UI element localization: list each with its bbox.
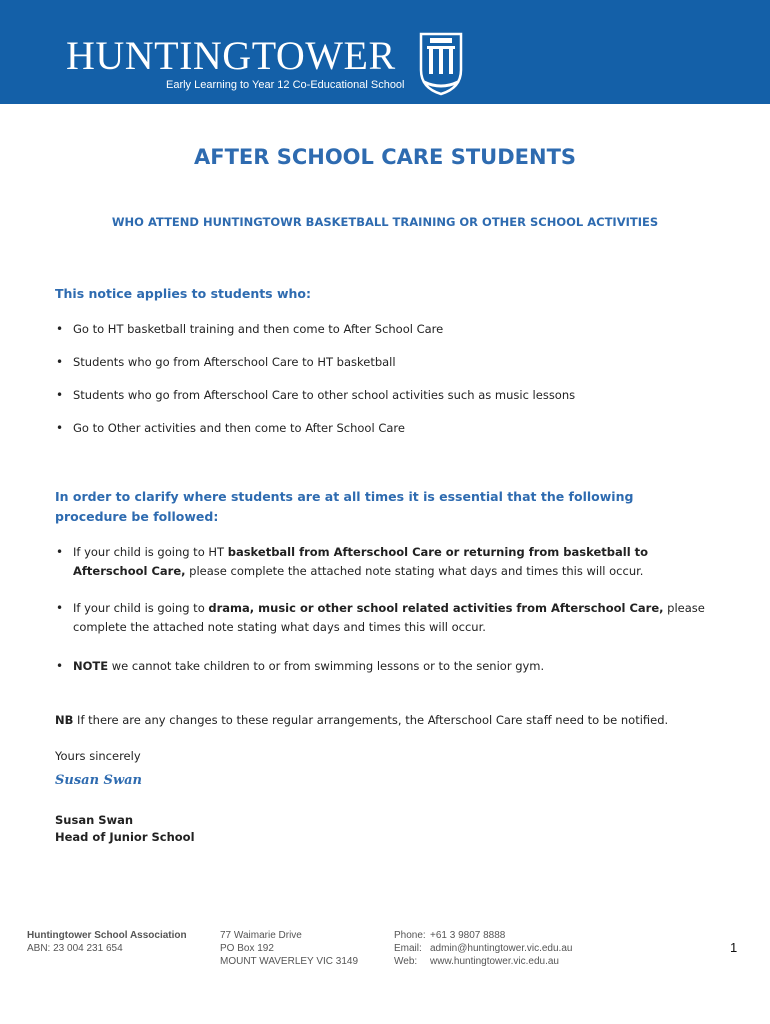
list-item: • Go to Other activities and then come to After School Care (55, 419, 720, 438)
footer-org-name: Huntingtower School Association (27, 930, 187, 941)
list-item (55, 657, 720, 676)
list-item: • Students who go from Afterschool Care to HT basketball (55, 353, 720, 372)
header-banner (0, 0, 770, 104)
list-item: • Go to HT basketball training and then come to After School Care (55, 320, 720, 339)
nb-paragraph (55, 711, 715, 729)
closing-text: Yours sincerely (55, 749, 141, 763)
school-tagline: Early Learning to Year 12 Co-Educational School (166, 79, 405, 91)
procedure-heading: In order to clarify where students are at all times it is essential that the following procedure be followed: (55, 489, 634, 524)
contact-value: +61 3 9807 8888 (430, 930, 506, 941)
address-line: MOUNT WAVERLEY VIC 3149 (220, 956, 359, 967)
applies-list (55, 320, 720, 438)
signer-name: Susan Swan (55, 813, 134, 827)
footer-address (220, 929, 358, 968)
procedure-list (55, 543, 720, 676)
list-item (55, 599, 720, 637)
contact-value: www.huntingtower.vic.edu.au (430, 956, 559, 967)
handwritten-signature: Susan Swan (55, 773, 143, 788)
nb-label: NB (55, 713, 74, 727)
contact-label: Phone: (394, 930, 426, 941)
item-bold-text: NOTE (73, 659, 109, 673)
footer-organisation (27, 929, 187, 955)
page-number: 1 (730, 940, 738, 955)
list-item: • Students who go from Afterschool Care to other school activities such as music lessons (55, 386, 720, 405)
page-title: AFTER SCHOOL CARE STUDENTS (193, 145, 577, 169)
applies-heading: This notice applies to students who: (55, 286, 312, 301)
address-line: 77 Waimarie Drive (220, 930, 302, 941)
contact-email (394, 942, 572, 955)
contact-label: Email: (394, 943, 422, 954)
list-item (55, 543, 720, 581)
school-name-logo: HUNTINGTOWER (66, 33, 396, 78)
item-text: If your child is going to HT (73, 545, 228, 559)
item-text: please complete the attached note stating what days and times this will occur. (185, 564, 644, 578)
signer-role: Head of Junior School (55, 830, 195, 844)
contact-phone (394, 929, 572, 942)
contact-web (394, 955, 572, 968)
item-text: we cannot take children to or from swimming lessons or to the senior gym. (108, 659, 545, 673)
item-bold-text: basketball from Afterschool Care or returning from basketball to Afterschool Care, (73, 545, 649, 578)
contact-value: admin@huntingtower.vic.edu.au (430, 943, 573, 954)
contact-label: Web: (394, 956, 418, 967)
item-text: please complete the attached note stating what days and times this will occur. (73, 601, 705, 634)
page-subtitle: WHO ATTEND HUNTINGTOWR BASKETBALL TRAINING OR OTHER SCHOOL ACTIVITIES (111, 215, 659, 229)
school-crest-icon (418, 30, 464, 96)
address-line: PO Box 192 (220, 943, 274, 954)
item-bold-text: drama, music or other school related activities from Afterschool Care, (208, 601, 664, 615)
footer-abn: ABN: 23 004 231 654 (27, 943, 123, 954)
footer-contact (394, 929, 572, 968)
item-text: If your child is going to (73, 601, 209, 615)
nb-text: If there are any changes to these regular arrangements, the Afterschool Care staff need to be notified. (73, 713, 669, 727)
